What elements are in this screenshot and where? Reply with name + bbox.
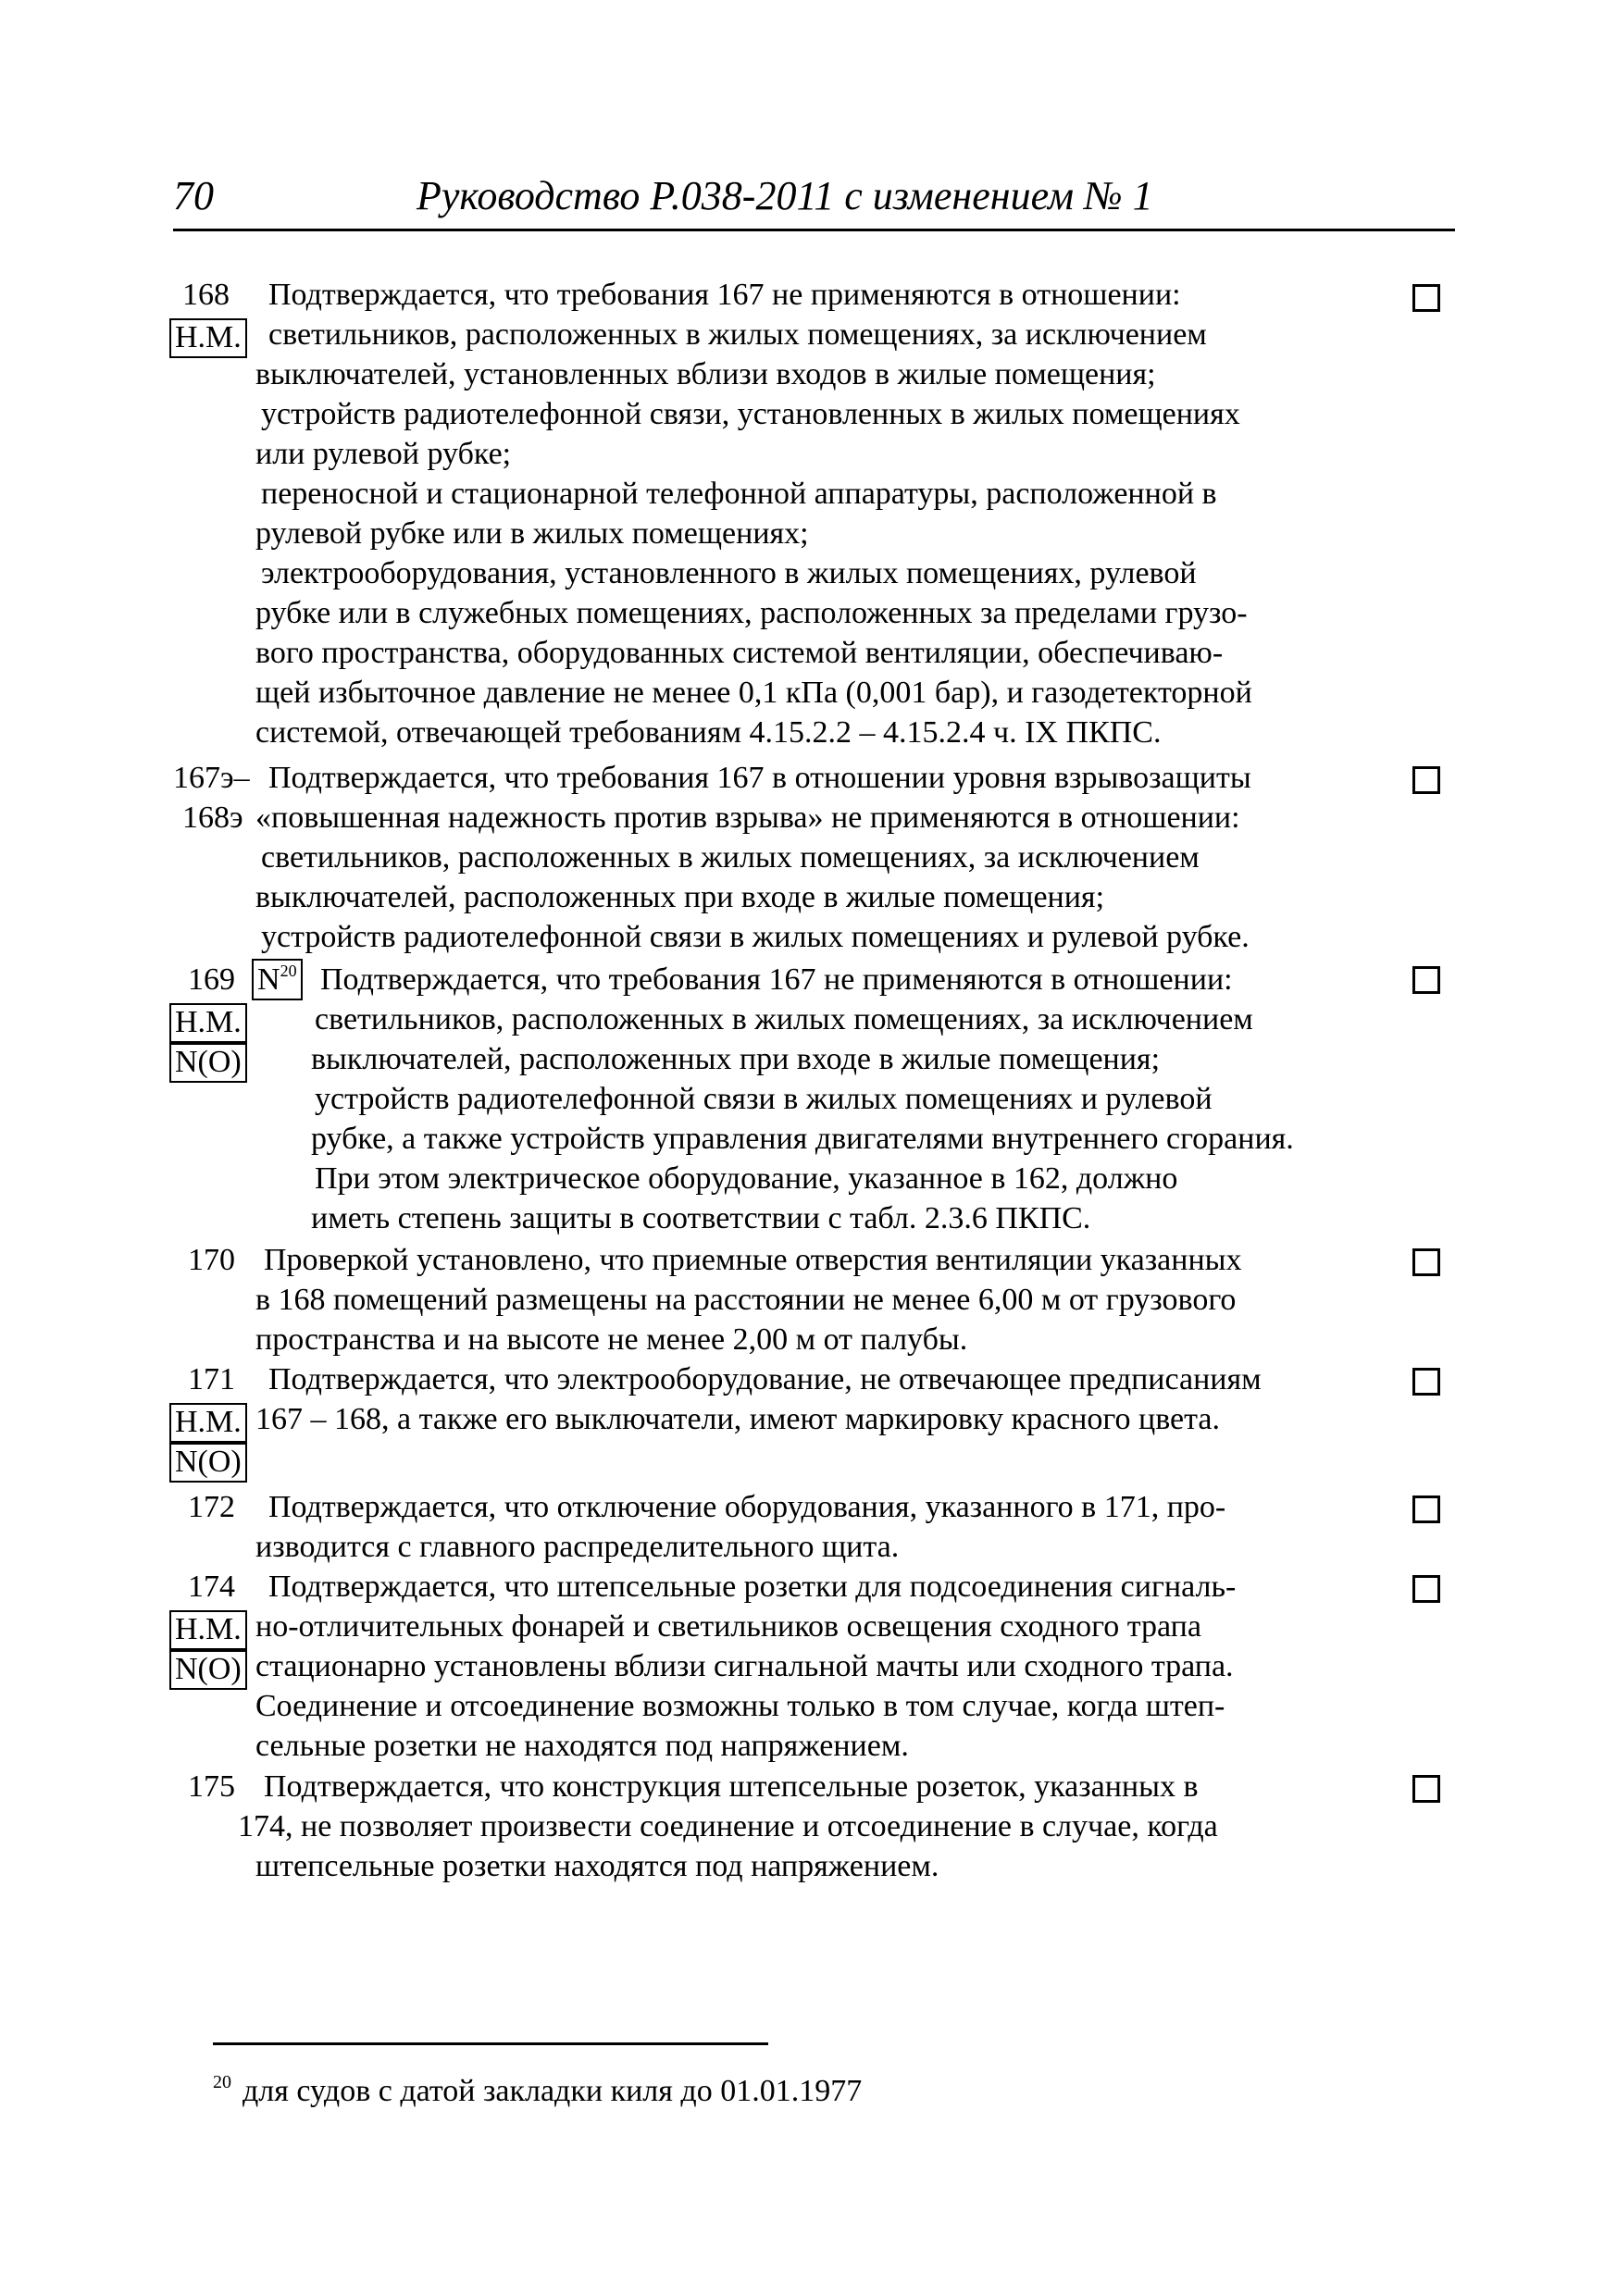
entry-line: «повышенная надежность против взрыва» не применяются в отношении: [255,800,1240,835]
entry-number: 174 [188,1570,235,1604]
entry-line: но-отличительных фонарей и светильников освещения сходного трапа [255,1609,1201,1644]
entry-line: Подтверждается, что требования 167 не применяются в отношении: [320,962,1233,997]
entry-line: стационарно установлены вблизи сигнальной мачты или сходного трапа. [255,1649,1234,1683]
entry-line: устройств радиотелефонной связи в жилых помещениях и рулевой [315,1082,1213,1116]
entry-line: 174, не позволяет произвести соединение и отсоединение в случае, когда [238,1809,1218,1843]
entry-line: Подтверждается, что конструкция штепсельные розеток, указанных в [264,1769,1199,1804]
entry-line: устройств радиотелефонной связи, установленных в жилых помещениях [261,397,1240,431]
entry-line: Проверкой установлено, что приемные отверстия вентиляции указанных [264,1243,1242,1277]
checkbox-170[interactable] [1412,1248,1440,1276]
footnote-marker: 20 [213,2072,231,2092]
entry-number: 170 [188,1243,235,1277]
entry-line: рулевой рубке или в жилых помещениях; [255,516,809,551]
entry-number: 168э [182,800,243,835]
entry-line: Подтверждается, что электрооборудование, не отвечающее предписаниям [268,1362,1262,1396]
entry-line: выключателей, расположенных при входе в жилые помещения; [255,880,1105,914]
entry-line: Подтверждается, что требования 167 не применяются в отношении: [268,278,1181,312]
entry-line: рубке, а также устройств управления двигателями внутреннего сгорания. [311,1122,1294,1156]
entry-line: пространства и на высоте не менее 2,00 м от палубы. [255,1322,968,1357]
checkbox-168[interactable] [1412,284,1440,312]
tag-nm: Н.М. [169,1403,247,1443]
entry-line: 167 – 168, а также его выключатели, имеют маркировку красного цвета. [255,1402,1220,1436]
entry-line: выключателей, расположенных при входе в жилые помещения; [311,1042,1161,1076]
entry-number: 167э– [173,761,250,795]
entry-line: Соединение и отсоединение возможны только в том случае, когда штеп- [255,1689,1225,1723]
entry-line: Подтверждается, что отключение оборудования, указанного в 171, про- [268,1490,1226,1524]
tag-no: N(O) [169,1650,247,1690]
entry-number: 169 [188,962,235,997]
entry-line: системой, отвечающей требованиям 4.15.2.2 – 4.15.2.4 ч. IX ПКПС. [255,715,1162,750]
footnote-text: для судов с датой закладки киля до 01.01.1977 [243,2074,863,2108]
tag-nm: Н.М. [169,1610,247,1650]
entry-line: Подтверждается, что требования 167 в отношении уровня взрывозащиты [268,761,1251,795]
entry-line: светильников, расположенных в жилых помещениях, за исключением [268,317,1207,352]
checkbox-167e-168e[interactable] [1412,766,1440,794]
checkbox-171[interactable] [1412,1368,1440,1396]
entry-number: 171 [188,1362,235,1396]
entry-number: 168 [182,278,230,312]
entry-number: 175 [188,1769,235,1804]
tag-n [252,959,303,1000]
page-title: Руководство Р.038-2011 с изменением № 1 [417,173,1153,218]
tag-nm: Н.М. [169,318,247,358]
entry-line: светильников, расположенных в жилых помещениях, за исключением [261,840,1200,875]
footnote-ref: 20 [280,962,297,980]
entry-line: Подтверждается, что штепсельные розетки для подсоединения сигналь- [268,1570,1237,1604]
checkbox-175[interactable] [1412,1775,1440,1803]
entry-number: 172 [188,1490,235,1524]
entry-line: сельные розетки не находятся под напряжением. [255,1729,909,1763]
page-number: 70 [173,173,214,218]
entry-line: светильников, расположенных в жилых помещениях, за исключением [315,1002,1253,1036]
checkbox-172[interactable] [1412,1496,1440,1523]
entry-line: щей избыточное давление не менее 0,1 кПа (0,001 бар), и газодетекторной [255,676,1252,710]
entry-line: вого пространства, оборудованных системой вентиляции, обеспечиваю- [255,636,1224,670]
tag-no: N(O) [169,1443,247,1483]
checkbox-169[interactable] [1412,966,1440,994]
entry-line: выключателей, установленных вблизи входов в жилые помещения; [255,357,1156,391]
entry-line: иметь степень защиты в соответствии с табл. 2.3.6 ПКПС. [311,1201,1091,1235]
entry-line: рубке или в служебных помещениях, расположенных за пределами грузо- [255,596,1248,630]
entry-line: электрооборудования, установленного в жилых помещениях, рулевой [261,556,1197,590]
tag-n-label: N [257,962,280,997]
footnote [213,2073,862,2107]
entry-line: изводится с главного распределительного щита. [255,1530,900,1564]
entry-line: При этом электрическое оборудование, указанное в 162, должно [315,1161,1178,1196]
checkbox-174[interactable] [1412,1575,1440,1603]
entry-line: переносной и стационарной телефонной аппаратуры, расположенной в [261,477,1217,511]
tag-no: N(O) [169,1043,247,1083]
header-divider [173,229,1455,231]
entry-line: или рулевой рубке; [255,437,512,471]
entry-line: штепсельные розетки находятся под напряжением. [255,1849,939,1883]
tag-nm: Н.М. [169,1003,247,1043]
entry-line: в 168 помещений размещены на расстоянии не менее 6,00 м от грузового [255,1283,1237,1317]
entry-line: устройств радиотелефонной связи в жилых помещениях и рулевой рубке. [261,920,1250,954]
footnote-divider [213,2042,768,2045]
